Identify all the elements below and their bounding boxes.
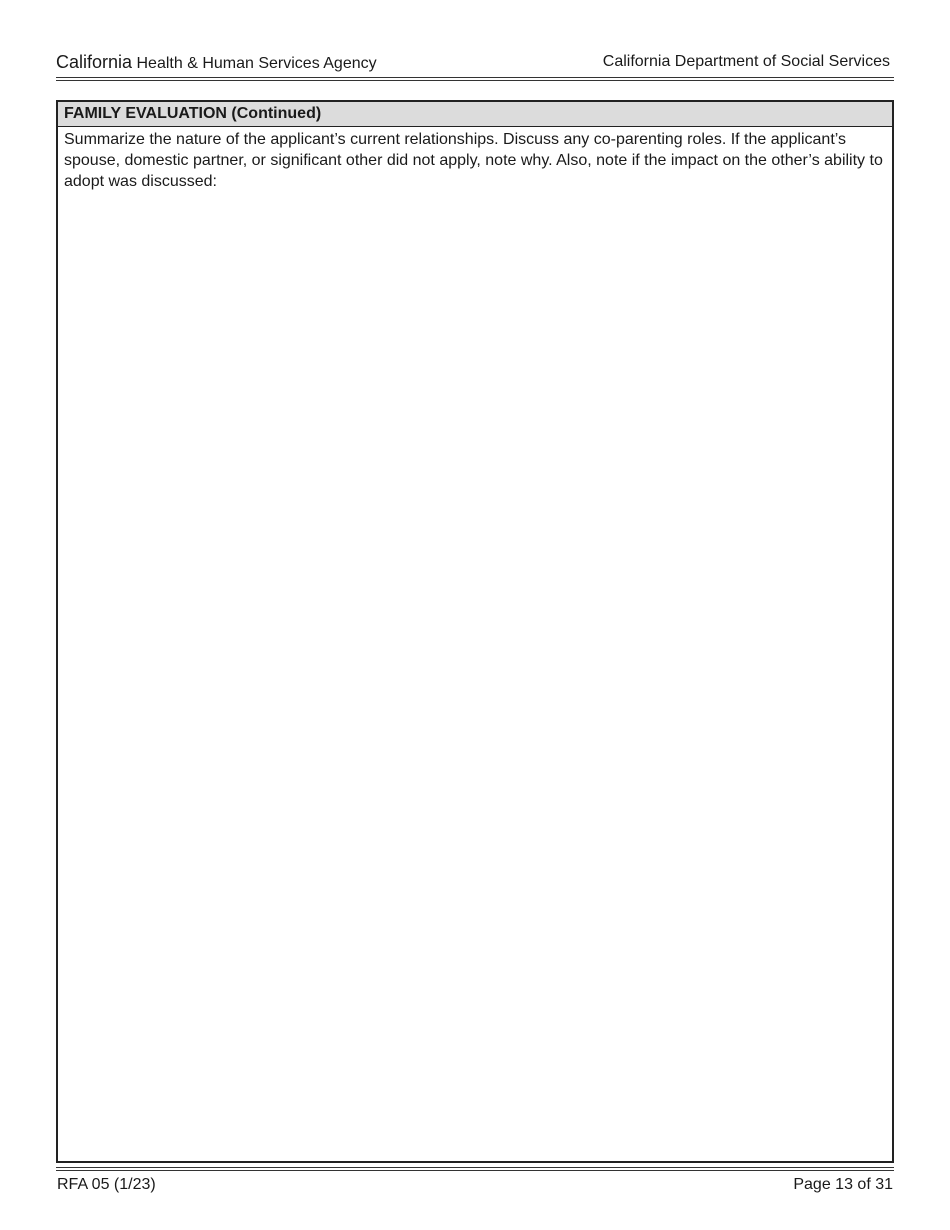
footer-divider	[56, 1167, 894, 1171]
relationships-response-field[interactable]	[58, 192, 892, 1161]
header-divider	[56, 77, 894, 81]
agency-label: Health & Human Services Agency	[136, 55, 377, 72]
department-name: California Department of Social Services	[602, 53, 890, 70]
agency-name	[56, 52, 377, 73]
relationships-prompt: Summarize the nature of the applicant’s current relationships. Discuss any co-parenting roles. If the applicant’s spouse, domestic partner, or significant other did not apply, note why. Also, note if the impact on the other’s ability to adopt was discussed:	[64, 131, 883, 190]
page-number: Page 13 of 31	[793, 1176, 893, 1193]
form-number: RFA 05 (1/23)	[57, 1176, 156, 1193]
state-name: California	[56, 52, 133, 72]
family-evaluation-section	[56, 100, 894, 1163]
page-header	[56, 52, 894, 76]
page-footer	[56, 1174, 894, 1196]
section-title: FAMILY EVALUATION (Continued)	[58, 102, 892, 127]
